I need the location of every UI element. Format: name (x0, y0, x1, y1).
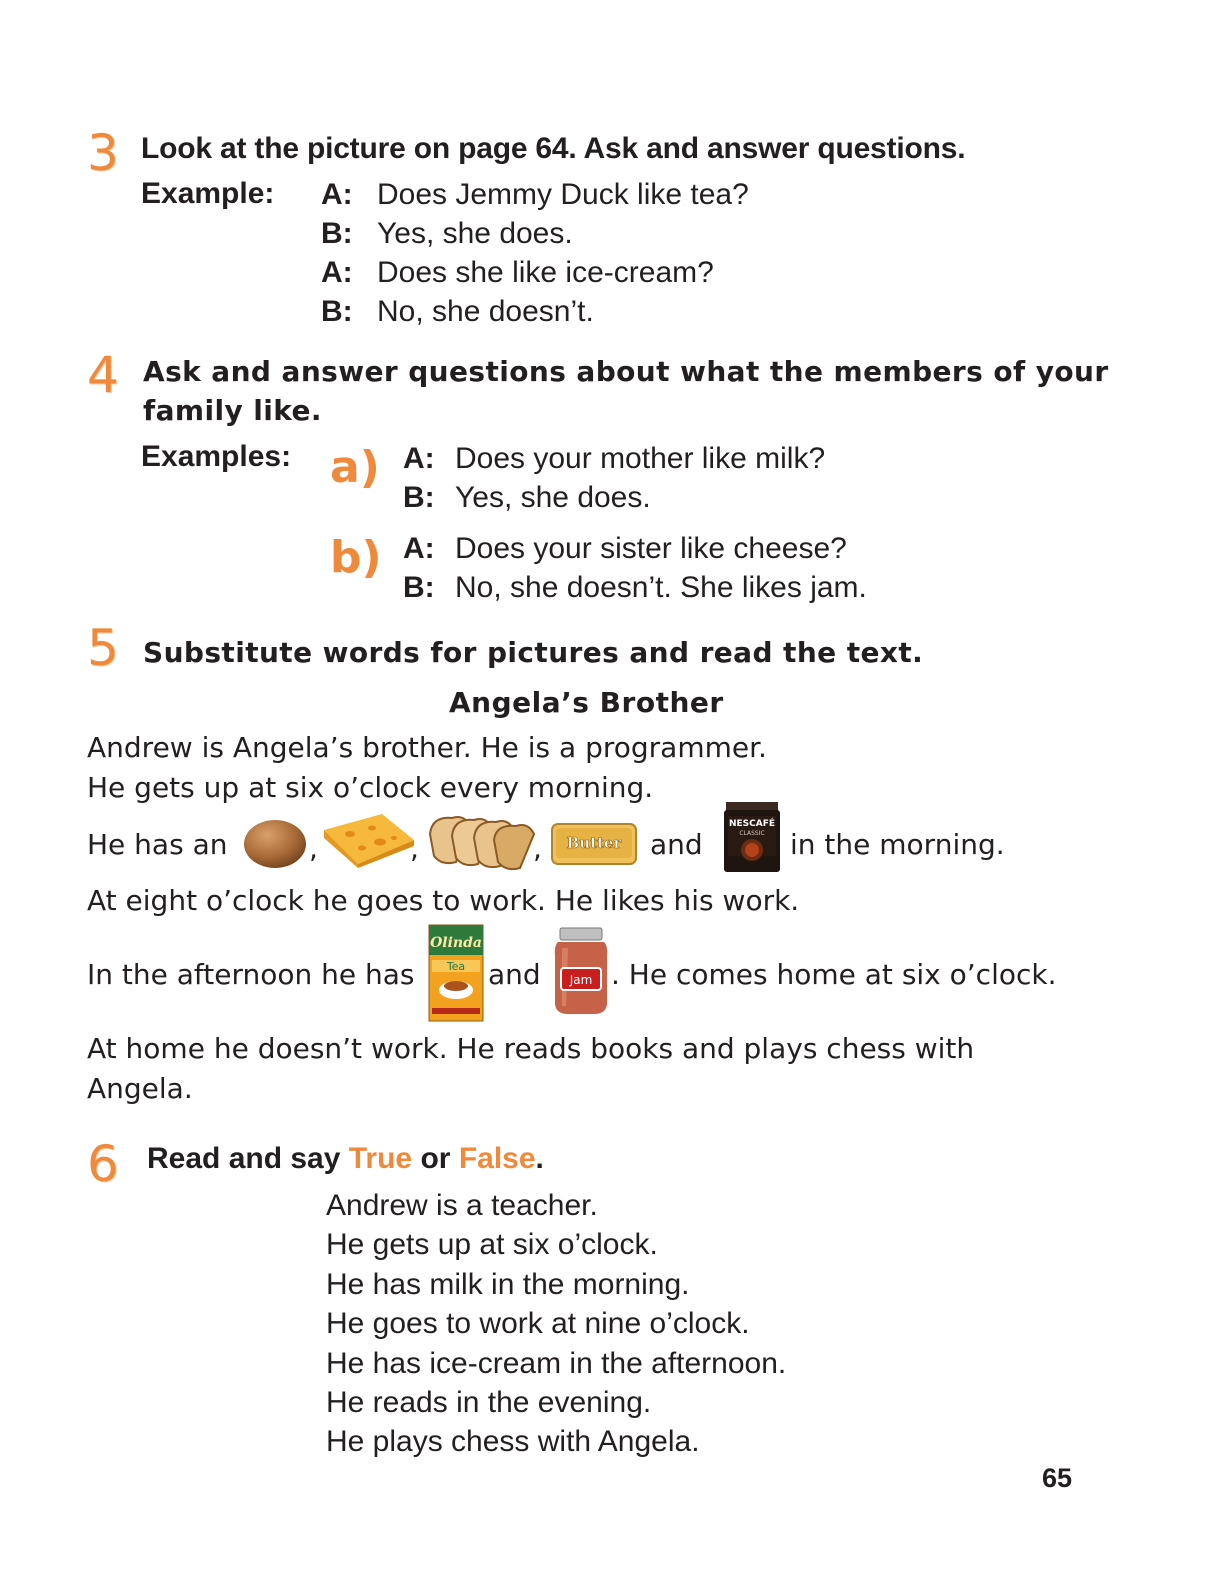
exercise-3-number: 3 (87, 124, 119, 182)
tea-box-icon (428, 924, 484, 1022)
tea-word-label: Tea (446, 960, 466, 973)
dialogue-text: Does your mother like milk? (455, 442, 826, 475)
statement-item: He has milk in the morning. (326, 1267, 690, 1301)
coffee-brand-label: NESCAFÉ (728, 819, 776, 829)
instruction-period: . (535, 1142, 544, 1175)
dialogue-text: Yes, she does. (377, 217, 573, 250)
butter-icon (550, 818, 638, 868)
speaker-label: A: (321, 256, 353, 289)
dialogue-line (403, 439, 825, 478)
dialogue-line (403, 529, 867, 568)
dialogue-text: Does she like ice-cream? (377, 256, 714, 289)
statement-item: He has ice-cream in the afternoon. (326, 1346, 787, 1380)
jam-label: Jam (569, 973, 593, 987)
tea-brand-label: Olinda (430, 935, 482, 951)
statement-item: He reads in the evening. (326, 1386, 652, 1420)
comma-separator: , (533, 832, 542, 865)
bread-icon (422, 810, 538, 872)
false-word: False (458, 1142, 536, 1175)
story-paragraph-line: Andrew is Angela’s brother. He is a programmer. (87, 731, 767, 764)
statement-item: He gets up at six o’clock. (326, 1228, 658, 1262)
story-paragraph-line: Angela. (87, 1072, 193, 1105)
exercise-3-dialogue (321, 175, 749, 331)
instruction-text: Read and say (147, 1142, 341, 1175)
story-paragraph-line: He gets up at six o’clock every morning. (87, 771, 654, 804)
exercise-3-instruction: Look at the picture on page 64. Ask and answer questions. (141, 132, 966, 165)
exercise-3-example-label: Example: (141, 177, 275, 210)
dialogue-text: No, she doesn’t. She likes jam. (455, 571, 867, 604)
speaker-label: A: (403, 442, 435, 475)
cheese-icon (320, 812, 416, 868)
example-a-letter: a) (330, 442, 380, 493)
statement-item: He goes to work at nine o’clock. (326, 1307, 750, 1341)
dialogue-line (321, 175, 749, 214)
dialogue-line (403, 568, 867, 607)
exercise-4-examples-label: Examples: (141, 440, 292, 473)
comma-separator: , (309, 832, 318, 865)
speaker-label: A: (321, 178, 353, 211)
exercise-5-number: 5 (87, 619, 119, 677)
true-word: True (348, 1142, 413, 1175)
coffee-jar-icon (722, 800, 782, 874)
dialogue-line (321, 214, 749, 253)
true-false-statements (326, 1186, 786, 1462)
statement-item: He plays chess with Angela. (326, 1425, 700, 1459)
example-b-letter: b) (330, 532, 382, 583)
story-and-word: and (488, 958, 541, 991)
dialogue-text: No, she doesn’t. (377, 295, 594, 328)
exercise-6-number: 6 (87, 1135, 119, 1193)
speaker-label: B: (321, 217, 353, 250)
story-line-start: He has an (87, 828, 228, 861)
story-paragraph-line: At eight o’clock he goes to work. He likes his work. (87, 884, 800, 917)
egg-icon (242, 818, 308, 870)
butter-label: Butter (566, 834, 622, 852)
comma-separator: , (410, 832, 419, 865)
story-title: Angela’s Brother (449, 686, 724, 719)
speaker-label: B: (403, 571, 435, 604)
speaker-label: B: (321, 295, 353, 328)
dialogue-text: Does Jemmy Duck like tea? (377, 178, 749, 211)
exercise-6-instruction (147, 1141, 544, 1177)
jam-jar-icon (552, 926, 610, 1016)
statement-item: Andrew is a teacher. (326, 1189, 598, 1222)
or-word: or (420, 1142, 451, 1175)
exercise-4-number: 4 (87, 346, 119, 404)
dialogue-line (321, 253, 749, 292)
exercise-4-dialogue-b (403, 529, 867, 607)
story-line-start: In the afternoon he has (87, 958, 415, 991)
story-and-word: and (650, 828, 703, 861)
speaker-label: B: (403, 481, 435, 514)
page-number: 65 (1042, 1463, 1073, 1493)
exercise-4-dialogue-a (403, 439, 825, 517)
story-paragraph-line: At home he doesn’t work. He reads books and plays chess with (87, 1032, 975, 1065)
exercise-4-instruction-line-2: family like. (143, 394, 322, 427)
speaker-label: A: (403, 532, 435, 565)
story-line-end: in the morning. (790, 828, 1005, 861)
dialogue-line (403, 478, 825, 517)
exercise-4-instruction-line-1: Ask and answer questions about what the members of your (143, 355, 1109, 388)
dialogue-text: Does your sister like cheese? (455, 532, 847, 565)
story-line-end: . He comes home at six o’clock. (611, 958, 1057, 991)
dialogue-text: Yes, she does. (455, 481, 651, 514)
coffee-sub-label: CLASSIC (739, 830, 765, 837)
exercise-5-instruction: Substitute words for pictures and read the text. (143, 636, 924, 669)
dialogue-line (321, 292, 749, 331)
